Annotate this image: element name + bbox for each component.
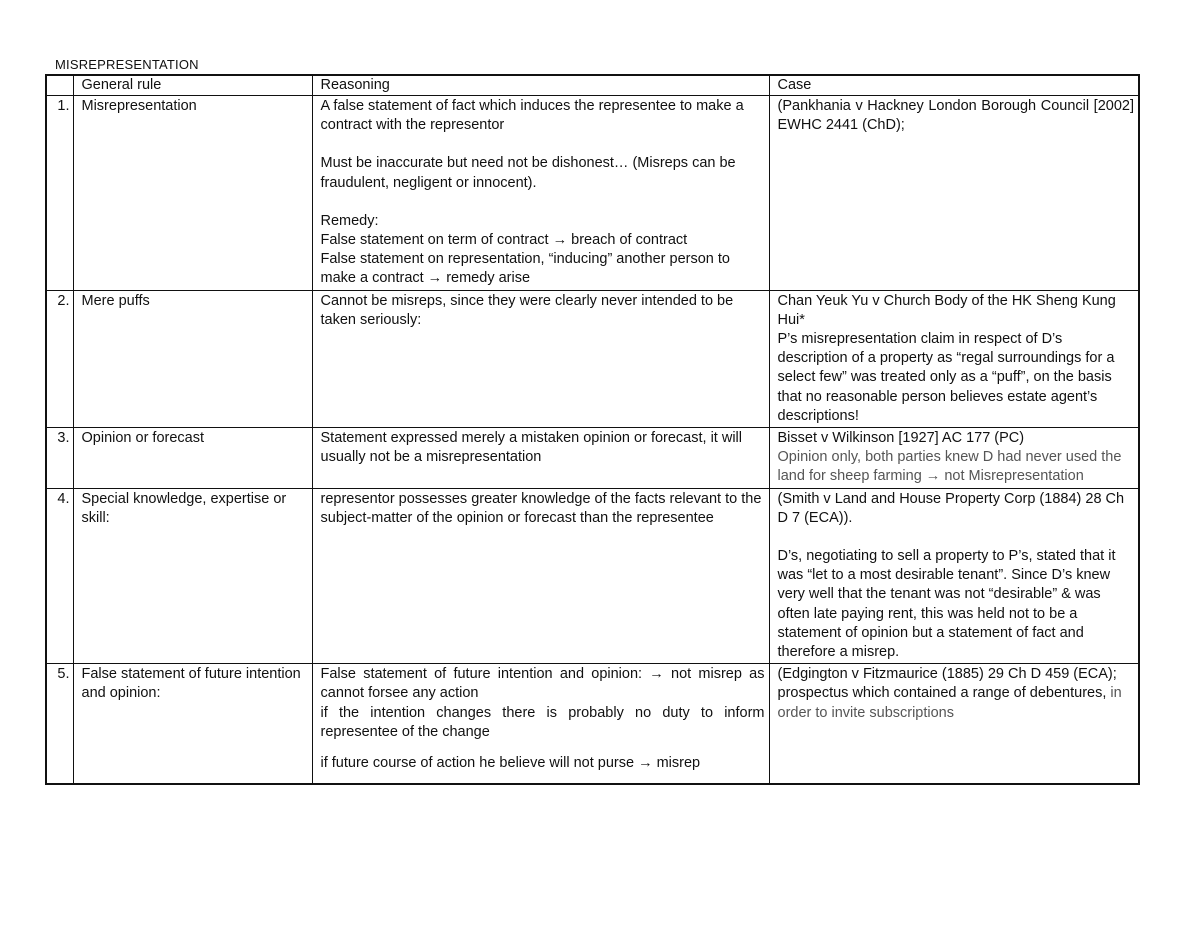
header-number: [46, 75, 73, 96]
reasoning-text: A false statement of fact which induces the representee to make a contract with the representor: [320, 98, 744, 134]
header-general-rule: General rule: [73, 75, 312, 96]
reasoning-cell: [312, 96, 769, 291]
case-text: D’s, negotiating to sell a property to P’s, stated that it was “let to a most desirable tenant”. Since D’s knew very well that the tenant was not “desirable” & was often late paying rent, this was held not to be a statement of opinion but a statement of fact and therefore a misrep.: [777, 548, 1116, 661]
case-text: Chan Yeuk Yu v Church Body of the HK Sheng Kung Hui*: [777, 292, 1116, 328]
table-row: [46, 664, 1139, 785]
reasoning-cell: [312, 664, 769, 785]
table-row: [46, 488, 1139, 664]
reasoning-text: Cannot be misreps, since they were clearly never intended to be taken seriously:: [320, 292, 734, 328]
reasoning-text: False statement on term of contract → breach of contract: [320, 232, 688, 249]
table-row: [46, 96, 1139, 291]
header-case: Case: [769, 75, 1139, 96]
case-text: Bisset v Wilkinson [1927] AC 177 (PC): [777, 430, 1025, 447]
case-cell: [769, 488, 1139, 664]
general-rule-cell: Misrepresentation: [73, 96, 312, 291]
general-rule-cell: Opinion or forecast: [73, 428, 312, 489]
table-row: [46, 428, 1139, 489]
row-number: 4.: [46, 488, 73, 664]
case-cell: [769, 428, 1139, 489]
reasoning-cell: [312, 488, 769, 664]
reasoning-text: Must be inaccurate but need not be dishonest… (Misreps can be fraudulent, negligent or innocent).: [320, 155, 736, 191]
row-number: 3.: [46, 428, 73, 489]
general-rule-cell: False statement of future intention and opinion:: [73, 664, 312, 785]
case-text-part: in order to invite subscriptions: [777, 685, 1122, 721]
case-cell: [769, 290, 1139, 427]
misrepresentation-table: [45, 74, 1140, 785]
case-text: [778, 665, 1135, 723]
table-header-row: [46, 75, 1139, 96]
reasoning-cell: [312, 290, 769, 427]
reasoning-text: False statement on representation, “inducing” another person to make a contract → remedy arise: [320, 251, 730, 287]
reasoning-text: if the intention changes there is probably no duty to inform representee of the change: [320, 704, 765, 740]
reasoning-text: Remedy:: [320, 212, 379, 229]
case-text-part: (Edgington v Fitzmaurice (1885) 29 Ch D 459 (ECA); prospectus which contained a range of debentures,: [777, 666, 1117, 702]
case-cell: [769, 664, 1139, 785]
case-text: Opinion only, both parties knew D had never used the land for sheep farming → not Misrepresentation: [777, 449, 1122, 485]
row-number: 1.: [46, 96, 73, 291]
case-text: P’s misrepresentation claim in respect of D’s description of a property as “regal surroundings for a select few” was treated only as a “puff”, on the basis that no reasonable person believes estate agent’s descriptions!: [777, 331, 1115, 424]
row-number: 5.: [46, 664, 73, 785]
general-rule-cell: Special knowledge, expertise or skill:: [73, 488, 312, 664]
row-number: 2.: [46, 290, 73, 427]
header-reasoning: Reasoning: [312, 75, 769, 96]
reasoning-cell: [312, 428, 769, 489]
case-cell: [769, 96, 1139, 291]
reasoning-text: representor possesses greater knowledge of the facts relevant to the subject-matter of the opinion or forecast than the representee: [320, 490, 762, 526]
case-text: (Pankhania v Hackney London Borough Council [2002] EWHC 2441 (ChD);: [777, 98, 1134, 134]
document-title: MISREPRESENTATION: [55, 57, 199, 72]
case-text: (Smith v Land and House Property Corp (1884) 28 Ch D 7 (ECA)).: [777, 490, 1125, 526]
general-rule-cell: Mere puffs: [73, 290, 312, 427]
reasoning-text: False statement of future intention and opinion: → not misrep as cannot forsee any action: [320, 666, 765, 702]
table-row: [46, 290, 1139, 427]
reasoning-text: if future course of action he believe will not purse → misrep: [320, 755, 701, 772]
reasoning-text: Statement expressed merely a mistaken opinion or forecast, it will usually not be a misrepresentation: [320, 430, 742, 466]
